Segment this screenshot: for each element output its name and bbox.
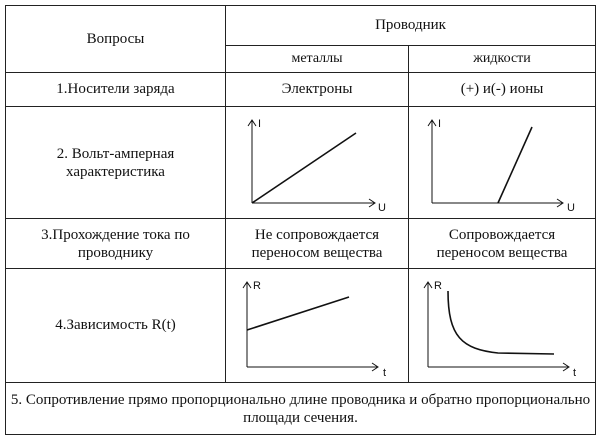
series-line-liquids-vac bbox=[498, 127, 532, 203]
current-metals: Не сопровождается переносом вещества bbox=[226, 219, 409, 269]
x-axis-label: U bbox=[378, 201, 386, 214]
carriers-metals: Электроны bbox=[226, 73, 409, 107]
current-liquids: Сопровождается переносом вещества bbox=[409, 219, 596, 269]
resistance-liquids-graph bbox=[418, 273, 586, 379]
resistance-liquids-cell bbox=[409, 269, 596, 383]
y-axis-label: I bbox=[258, 117, 262, 130]
q-carriers: 1.Носители заряда bbox=[6, 73, 226, 107]
header-conductor: Проводник bbox=[226, 6, 596, 46]
header-metals: металлы bbox=[226, 46, 409, 73]
carriers-liquids: (+) и(-) ионы bbox=[409, 73, 596, 107]
resistance-metals-graph bbox=[237, 273, 397, 379]
series-line-metals-vac bbox=[252, 133, 356, 203]
header-liquids: жидкости bbox=[409, 46, 596, 73]
vac-liquids-cell bbox=[409, 107, 596, 219]
vac-metals-graph bbox=[242, 111, 392, 215]
vac-liquids-graph bbox=[422, 111, 582, 215]
y-axis-label: R bbox=[434, 279, 442, 292]
q-current: 3.Прохождение тока по проводнику bbox=[6, 219, 226, 269]
x-axis-label: t bbox=[383, 366, 387, 379]
y-axis-label: I bbox=[438, 117, 442, 130]
series-line-metals-rt bbox=[247, 297, 349, 330]
y-axis-label: R bbox=[253, 279, 261, 292]
series-line-liquids-rt bbox=[448, 291, 554, 354]
conductor-table bbox=[5, 5, 596, 435]
note-resistance: 5. Сопротивление прямо пропорционально длине проводника и обратно пропорционально площади сечения. bbox=[6, 383, 596, 435]
resistance-metals-cell bbox=[226, 269, 409, 383]
header-questions: Вопросы bbox=[6, 6, 226, 73]
vac-metals-cell bbox=[226, 107, 409, 219]
q-resistance: 4.Зависимость R(t) bbox=[6, 269, 226, 383]
x-axis-label: t bbox=[573, 366, 577, 379]
q-vac: 2. Вольт-амперная характеристика bbox=[6, 107, 226, 219]
x-axis-label: U bbox=[567, 201, 575, 214]
